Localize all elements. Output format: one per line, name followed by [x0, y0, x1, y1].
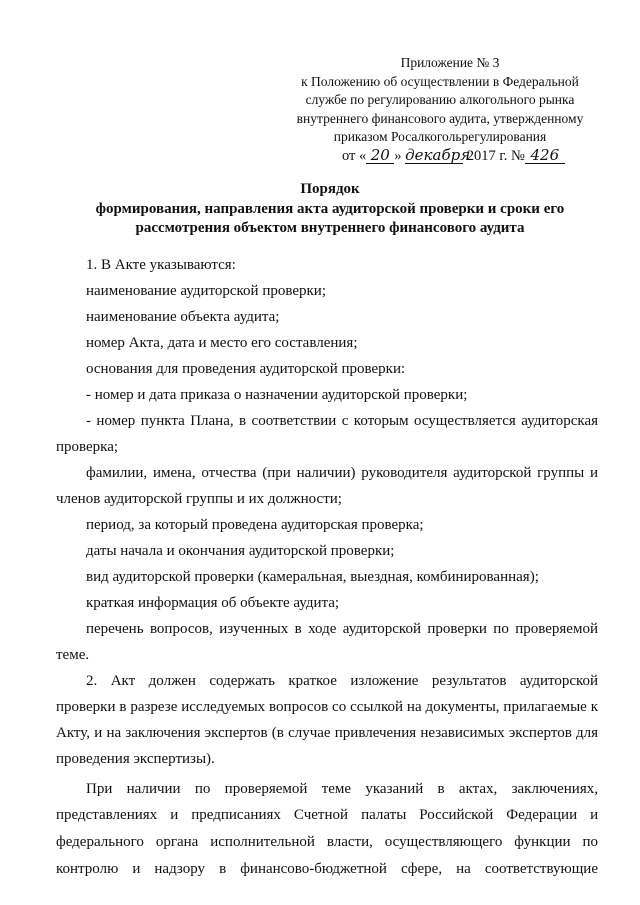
appendix-header [290, 54, 590, 147]
body-line: наименование аудиторской проверки; [86, 283, 326, 299]
body-line: вид аудиторской проверки (камеральная, выездная, комбинированная); [86, 569, 539, 585]
body-line: номер Акта, дата и место его составления; [86, 335, 358, 351]
order-date-line [342, 144, 565, 168]
body-line: теме. [56, 647, 90, 663]
body-line: федерального органа исполнительной власти, осуществляющего функции по [56, 834, 598, 850]
appendix-line: к Положению об осуществлении в Федеральной [301, 73, 579, 89]
body-line: При наличии по проверяемой теме указаний в актах, заключениях, [86, 781, 598, 797]
date-prefix: от « [342, 148, 367, 164]
appendix-line: приказом Росалкогольрегулирования [333, 129, 547, 144]
body-line: краткая информация об объекте аудита; [86, 595, 340, 611]
body-line: проверки в разрезе исследуемых вопросов со ссылкой на документы, прилагаемые к [56, 699, 598, 715]
body-line: Акту, и на заключения экспертов (в случае привлечения независимых экспертов для [56, 725, 598, 741]
appendix-line: внутреннего финансового аудита, утвержденному [296, 110, 584, 126]
body-line: перечень вопросов, изученных в ходе аудиторской проверки по проверяемой [86, 621, 598, 637]
body-line: 2. Акт должен содержать краткое изложение результатов аудиторской [86, 673, 598, 689]
body-line: членов аудиторской группы и их должности; [56, 491, 342, 507]
title-line-3: рассмотрения объектом внутреннего финансового аудита [135, 220, 525, 236]
title-line-1: Порядок [300, 181, 360, 197]
handwritten-order-number: 426 [525, 147, 565, 164]
appendix-title: Приложение № 3 [400, 55, 500, 70]
body-line: 1. В Акте указываются: [86, 257, 236, 273]
body-line: - номер пункта Плана, в соответствии с которым осуществляется аудиторская [86, 413, 598, 429]
body-line: даты начала и окончания аудиторской проверки; [86, 543, 395, 559]
handwritten-day: 20 [366, 147, 394, 164]
body-line: фамилии, имена, отчества (при наличии) руководителя аудиторской группы и [86, 465, 598, 481]
body-line: представлениях и предписаниях Счетной палаты Российской Федерации и [56, 807, 598, 823]
handwritten-month: декабря [405, 146, 471, 164]
body-line: основания для проведения аудиторской проверки: [86, 361, 406, 377]
date-year: 2017 г. № [466, 148, 525, 164]
document-title [40, 180, 620, 239]
body-line: - номер и дата приказа о назначении аудиторской проверки; [86, 387, 468, 403]
body-line: наименование объекта аудита; [86, 309, 280, 325]
body-line: контролю и надзору в финансово-бюджетной сфере, на соответствующие [56, 861, 598, 877]
body-line: проверка; [56, 439, 119, 455]
title-line-2: формирования, направления акта аудиторской проверки и сроки его [95, 200, 565, 217]
appendix-line: службе по регулированию алкогольного рынка [305, 92, 575, 107]
date-separator: » [394, 148, 402, 164]
body-line: проведения экспертизы). [56, 751, 215, 767]
body-line: период, за который проведена аудиторская проверка; [86, 517, 424, 533]
